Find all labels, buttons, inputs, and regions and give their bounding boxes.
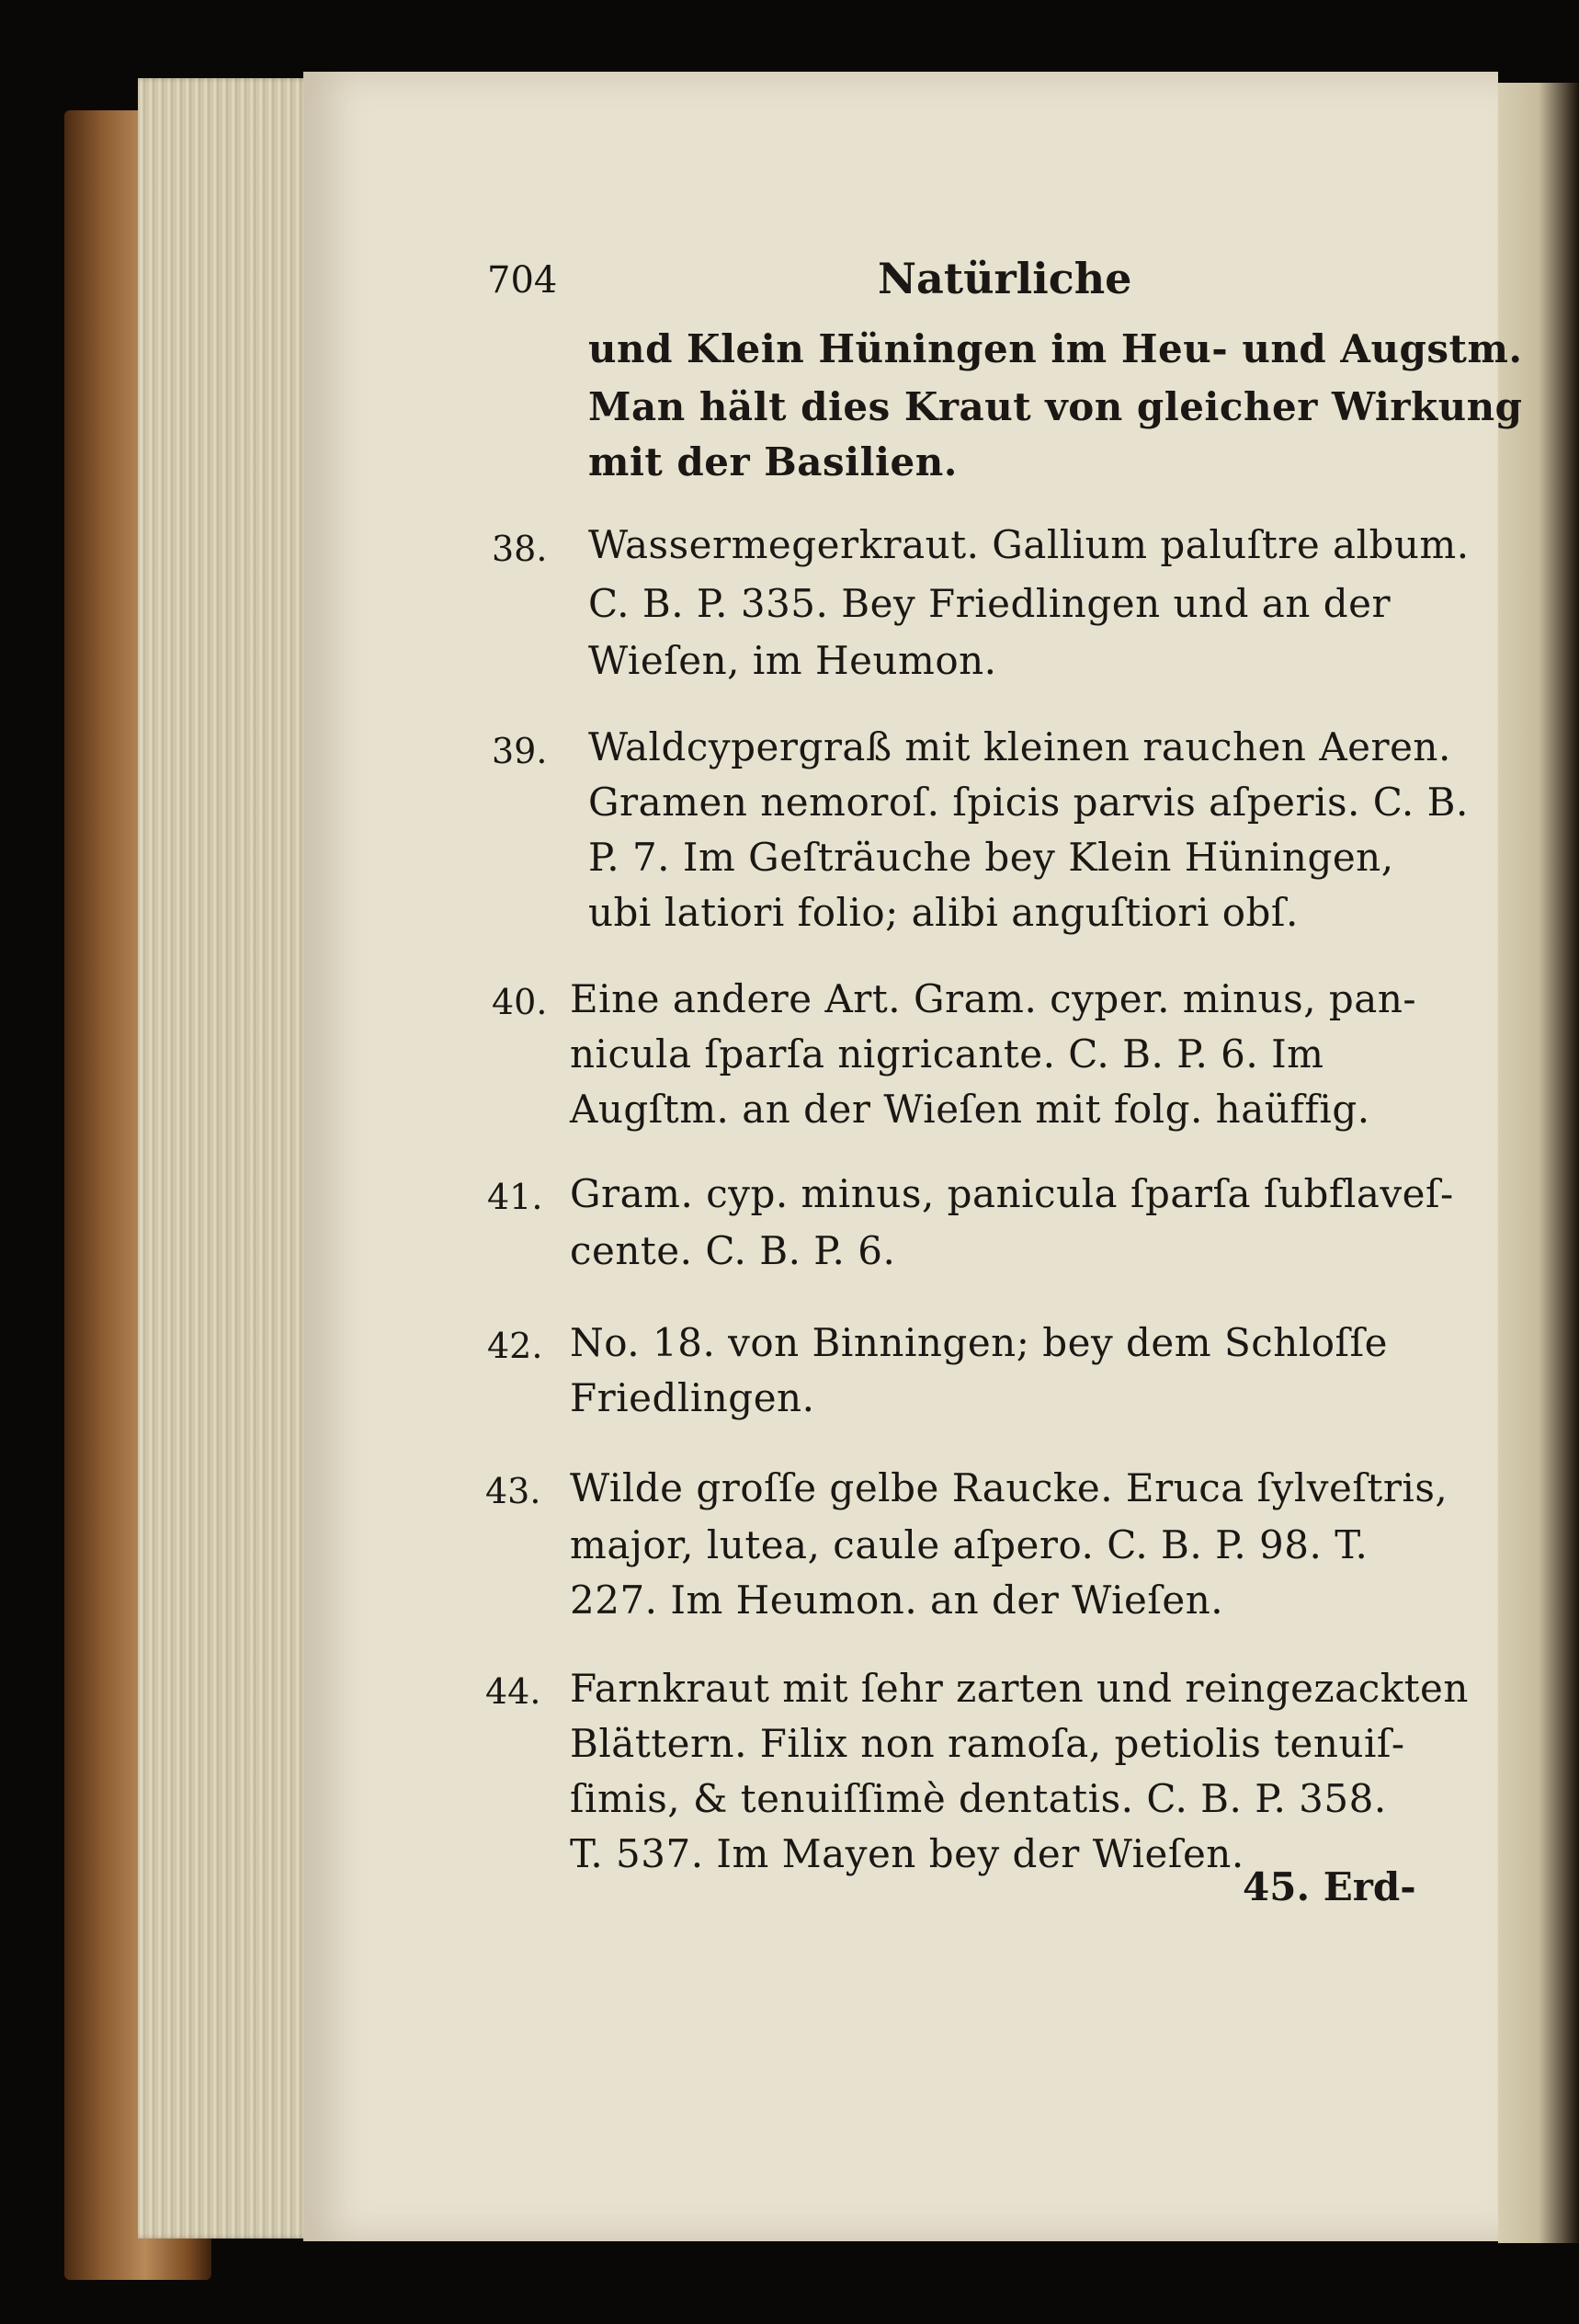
entry-line: 227. Im Heumon. an der Wieſen. <box>570 1578 1224 1623</box>
entry-line: Waldcypergraß mit kleinen rauchen Aeren. <box>588 724 1451 769</box>
entry-number: 42. <box>487 1326 543 1366</box>
entry-line: ſimis, & tenuiſſimè dentatis. C. B. P. 358. <box>570 1776 1387 1821</box>
entry-line: major, lutea, caule aſpero. C. B. P. 98. T. <box>570 1522 1369 1567</box>
entry-line: Man hält dies Kraut von gleicher Wirkung <box>588 384 1523 429</box>
page-number: 704 <box>487 259 558 302</box>
entry-number: 39. <box>492 731 548 771</box>
entry-line: Friedlingen. <box>570 1375 815 1420</box>
running-title: Natürliche <box>878 254 1132 303</box>
entry-line: Wassermegerkraut. Gallium paluſtre album. <box>588 522 1470 567</box>
entry-line: Gramen nemoroſ. ſpicis parvis aſperis. C. B. <box>588 780 1469 825</box>
entry-line: cente. C. B. P. 6. <box>570 1228 896 1273</box>
entry-line: Augſtm. an der Wieſen mit folg. haüffig. <box>570 1087 1370 1132</box>
catchword: 45. Erd- <box>1243 1864 1416 1909</box>
entry-number: 44. <box>485 1671 541 1712</box>
entry-line: No. 18. von Binningen; bey dem Schloſſe <box>570 1320 1388 1365</box>
entry-number: 40. <box>492 982 548 1022</box>
entry-line: mit der Basilien. <box>588 439 958 484</box>
page-stack-edges <box>138 78 322 2239</box>
entry-line: ubi latiori folio; alibi anguſtiori obſ. <box>588 890 1299 935</box>
entry-line: Farnkraut mit ſehr zarten und reingezackten <box>570 1666 1469 1711</box>
entry-number: 38. <box>492 529 548 569</box>
entry-line: T. 537. Im Mayen bey der Wieſen. <box>570 1831 1244 1876</box>
entry-line: C. B. P. 335. Bey Friedlingen und an der <box>588 581 1392 626</box>
entry-number: 43. <box>485 1471 541 1511</box>
entry-number: 41. <box>487 1177 543 1217</box>
entry-line: P. 7. Im Geſträuche bey Klein Hüningen, <box>588 835 1394 880</box>
entry-line: Eine andere Art. Gram. cyper. minus, pan- <box>570 976 1417 1021</box>
entry-line: Wilde groſſe gelbe Raucke. Eruca ſylveſtris, <box>570 1465 1448 1510</box>
entry-line: Blättern. Filix non ramoſa, petiolis tenuiſ- <box>570 1721 1405 1766</box>
entry-line: Gram. cyp. minus, panicula ſparſa ſubflaveſ- <box>570 1171 1454 1216</box>
entry-line: nicula ſparſa nigricante. C. B. P. 6. Im <box>570 1031 1324 1077</box>
entry-line: und Klein Hüningen im Heu- und Augstm. <box>588 326 1523 371</box>
entry-line: Wieſen, im Heumon. <box>588 638 997 683</box>
